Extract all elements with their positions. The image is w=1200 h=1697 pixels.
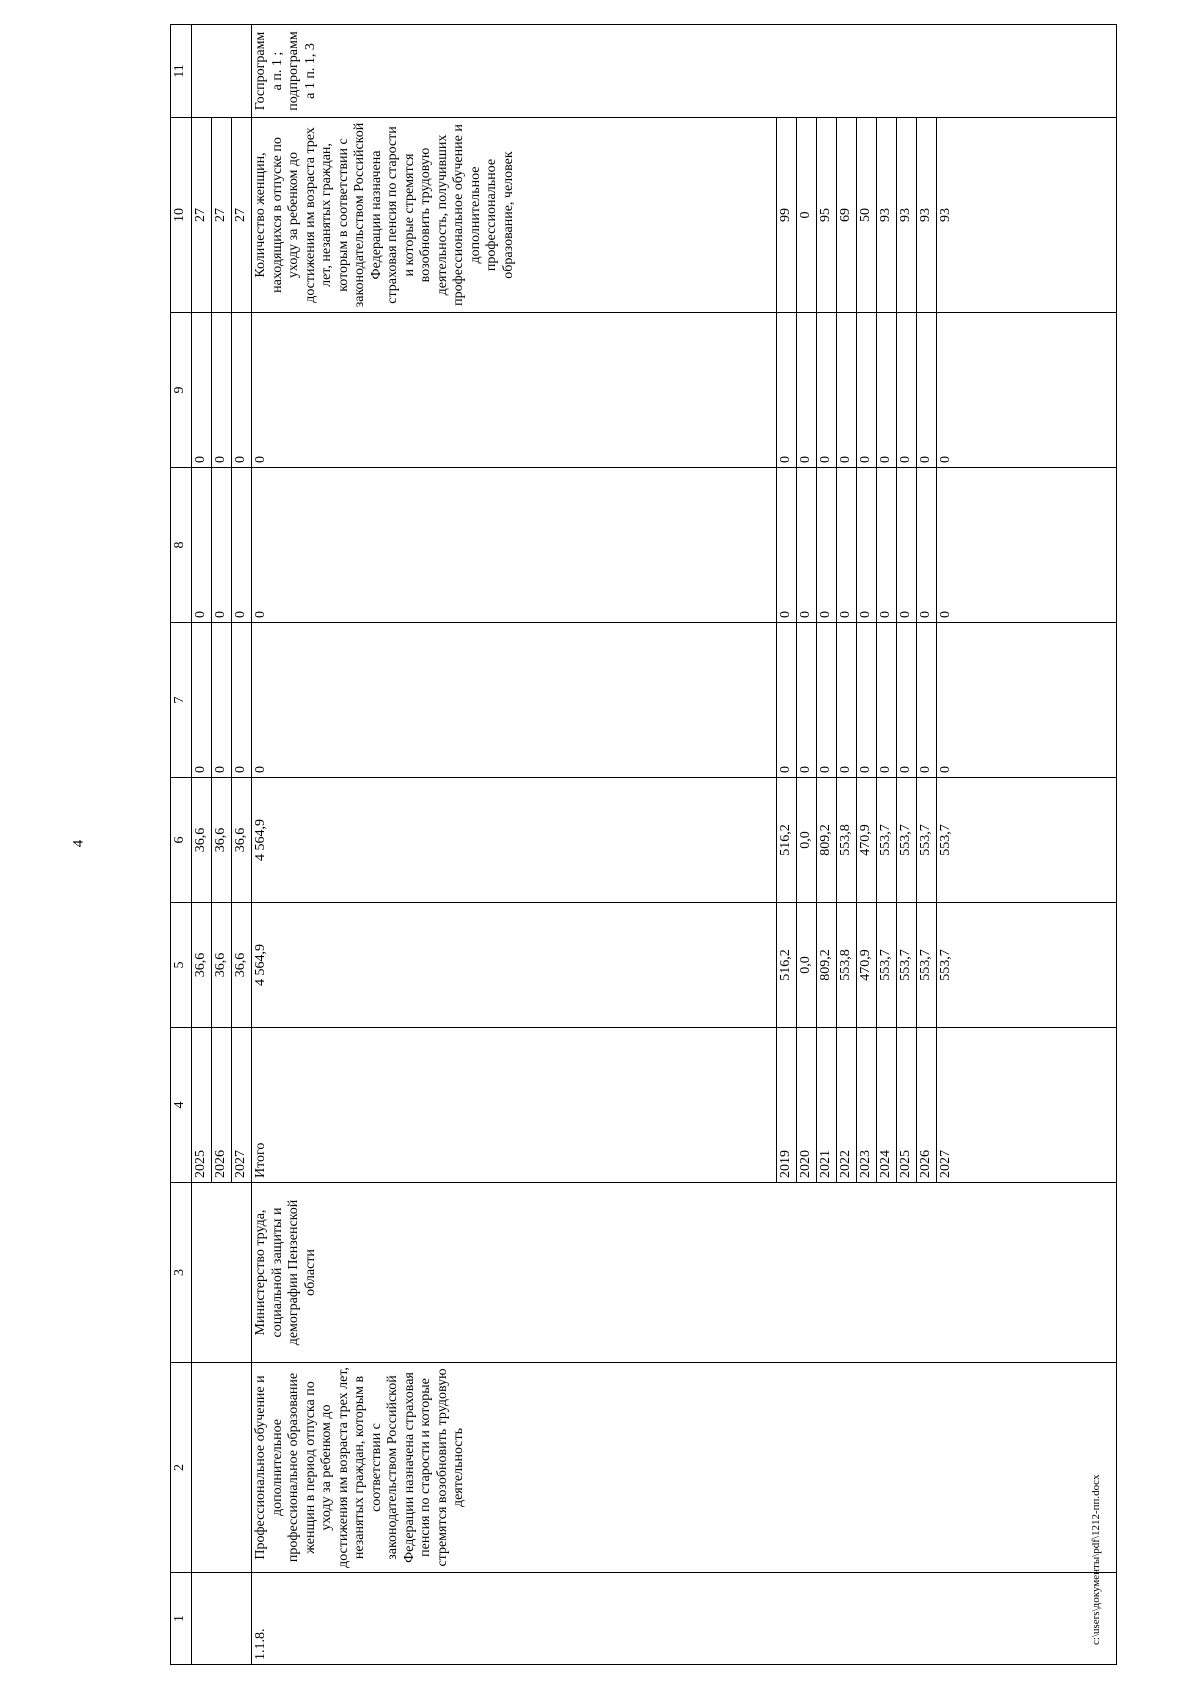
total-funding-cell: 553,7 bbox=[937, 903, 1117, 1028]
extra-budget-cell: 0 bbox=[937, 313, 1117, 468]
total-funding-cell: 553,7 bbox=[917, 903, 937, 1028]
column-number: 8 bbox=[171, 468, 192, 623]
regional-budget-cell: 4 564,9 bbox=[252, 778, 777, 903]
total-funding-cell: 470,9 bbox=[857, 903, 877, 1028]
extra-budget-cell: 0 bbox=[857, 313, 877, 468]
regional-budget-cell: 516,2 bbox=[777, 778, 797, 903]
local-budget-cell: 0 bbox=[797, 468, 817, 623]
regional-budget-cell: 36,6 bbox=[192, 778, 212, 903]
local-budget-cell: 0 bbox=[777, 468, 797, 623]
total-funding-cell: 36,6 bbox=[192, 903, 212, 1028]
total-funding-cell: 36,6 bbox=[212, 903, 232, 1028]
local-budget-cell: 0 bbox=[857, 468, 877, 623]
extra-budget-cell: 0 bbox=[232, 313, 252, 468]
extra-budget-cell: 0 bbox=[192, 313, 212, 468]
total-funding-cell: 553,7 bbox=[897, 903, 917, 1028]
indicator-value-cell: 93 bbox=[937, 118, 1117, 313]
total-funding-cell: 553,8 bbox=[837, 903, 857, 1028]
regional-budget-cell: 553,7 bbox=[877, 778, 897, 903]
page-number: 4 bbox=[70, 839, 87, 848]
federal-budget-cell: 0 bbox=[252, 623, 777, 778]
extra-budget-cell: 0 bbox=[797, 313, 817, 468]
total-label: Итого bbox=[252, 1028, 777, 1183]
extra-budget-cell: 0 bbox=[777, 313, 797, 468]
total-funding-cell: 36,6 bbox=[232, 903, 252, 1028]
federal-budget-cell: 0 bbox=[232, 623, 252, 778]
year-cell: 2024 bbox=[877, 1028, 897, 1183]
column-number: 5 bbox=[171, 903, 192, 1028]
column-number: 10 bbox=[171, 118, 192, 313]
column-number-row bbox=[171, 25, 192, 1665]
federal-budget-cell: 0 bbox=[877, 623, 897, 778]
local-budget-cell: 0 bbox=[937, 468, 1117, 623]
item-description: Профессиональное обучение и дополнительное профессиональное образование женщин в период отпуска по уходу за ребенком до достижения им возраста трех лет, незанятых граждан, которым в соответствии с законодательством Российской Федерации назначена страховая пенсия по старости и которые стремятся возобновить трудовую деятельность bbox=[252, 1363, 1117, 1573]
indicator-value-cell: 50 bbox=[857, 118, 877, 313]
extra-budget-cell: 0 bbox=[877, 313, 897, 468]
year-cell: 2026 bbox=[212, 1028, 232, 1183]
total-funding-cell: 0,0 bbox=[797, 903, 817, 1028]
local-budget-cell: 0 bbox=[877, 468, 897, 623]
item-number: 1.1.8. bbox=[252, 1573, 1117, 1665]
federal-budget-cell: 0 bbox=[897, 623, 917, 778]
column-number: 1 bbox=[171, 1573, 192, 1665]
local-budget-cell: 0 bbox=[817, 468, 837, 623]
year-cell: 2021 bbox=[817, 1028, 837, 1183]
federal-budget-cell: 0 bbox=[917, 623, 937, 778]
regional-budget-cell: 553,7 bbox=[897, 778, 917, 903]
regional-budget-cell: 553,7 bbox=[917, 778, 937, 903]
indicator-value-cell: 95 bbox=[817, 118, 837, 313]
extra-budget-cell: 0 bbox=[917, 313, 937, 468]
year-cell: 2025 bbox=[897, 1028, 917, 1183]
regional-budget-cell: 553,7 bbox=[937, 778, 1117, 903]
column-number: 11 bbox=[171, 25, 192, 118]
extra-budget-cell: 0 bbox=[837, 313, 857, 468]
indicator-value-cell: 93 bbox=[917, 118, 937, 313]
year-cell: 2027 bbox=[232, 1028, 252, 1183]
federal-budget-cell: 0 bbox=[837, 623, 857, 778]
federal-budget-cell: 0 bbox=[857, 623, 877, 778]
total-funding-cell: 809,2 bbox=[817, 903, 837, 1028]
regional-budget-cell: 809,2 bbox=[817, 778, 837, 903]
local-budget-cell: 0 bbox=[917, 468, 937, 623]
year-cell: 2023 bbox=[857, 1028, 877, 1183]
federal-budget-cell: 0 bbox=[212, 623, 232, 778]
year-cell: 2022 bbox=[837, 1028, 857, 1183]
federal-budget-cell: 0 bbox=[817, 623, 837, 778]
program-table bbox=[170, 24, 1117, 1665]
empty-cell bbox=[192, 1183, 252, 1363]
indicator-value-cell: 93 bbox=[877, 118, 897, 313]
local-budget-cell: 0 bbox=[252, 468, 777, 623]
indicator-value-cell: 27 bbox=[232, 118, 252, 313]
indicator-value-cell: 0 bbox=[797, 118, 817, 313]
local-budget-cell: 0 bbox=[192, 468, 212, 623]
year-cell: 2020 bbox=[797, 1028, 817, 1183]
column-number: 3 bbox=[171, 1183, 192, 1363]
item-total-row bbox=[252, 25, 777, 1665]
carry-row bbox=[192, 25, 212, 1665]
total-funding-cell: 4 564,9 bbox=[252, 903, 777, 1028]
indicator-value-cell: 27 bbox=[192, 118, 212, 313]
indicator-value-cell: 69 bbox=[837, 118, 857, 313]
federal-budget-cell: 0 bbox=[797, 623, 817, 778]
program-reference: Госпрограмма п. 1 ; подпрограмма 1 п. 1, 3 bbox=[252, 25, 1117, 118]
local-budget-cell: 0 bbox=[897, 468, 917, 623]
year-cell: 2027 bbox=[937, 1028, 1117, 1183]
regional-budget-cell: 36,6 bbox=[212, 778, 232, 903]
empty-cell bbox=[192, 1573, 252, 1665]
local-budget-cell: 0 bbox=[232, 468, 252, 623]
empty-cell bbox=[192, 25, 252, 118]
column-number: 6 bbox=[171, 778, 192, 903]
total-funding-cell: 553,7 bbox=[877, 903, 897, 1028]
column-number: 7 bbox=[171, 623, 192, 778]
extra-budget-cell: 0 bbox=[212, 313, 232, 468]
column-number: 9 bbox=[171, 313, 192, 468]
rotated-table-wrapper bbox=[170, 25, 1090, 1665]
federal-budget-cell: 0 bbox=[192, 623, 212, 778]
indicator-value-cell: 27 bbox=[212, 118, 232, 313]
regional-budget-cell: 470,9 bbox=[857, 778, 877, 903]
regional-budget-cell: 36,6 bbox=[232, 778, 252, 903]
indicator-value-cell: 93 bbox=[897, 118, 917, 313]
year-cell: 2019 bbox=[777, 1028, 797, 1183]
local-budget-cell: 0 bbox=[212, 468, 232, 623]
extra-budget-cell: 0 bbox=[897, 313, 917, 468]
federal-budget-cell: 0 bbox=[777, 623, 797, 778]
extra-budget-cell: 0 bbox=[252, 313, 777, 468]
year-cell: 2026 bbox=[917, 1028, 937, 1183]
item-executor: Министерство труда, социальной защиты и демографии Пензенской области bbox=[252, 1183, 1117, 1363]
federal-budget-cell: 0 bbox=[937, 623, 1117, 778]
file-path-footer: c:\users\документы\pdf\1212-пп.docx bbox=[1090, 1474, 1102, 1645]
indicator-description: Количество женщин, находящихся в отпуске по уходу за ребенком до достижения им возраста трех лет, незанятых граждан, которым в соответствии с законодательством Российской Федерации назначена страховая пенсия по старости и которые стремятся возобновить трудовую деятельность, получивших профессиональное обучение и дополнительное профессиональное образование, человек bbox=[252, 118, 777, 313]
column-number: 2 bbox=[171, 1363, 192, 1573]
column-number: 4 bbox=[171, 1028, 192, 1183]
local-budget-cell: 0 bbox=[837, 468, 857, 623]
empty-cell bbox=[192, 1363, 252, 1573]
regional-budget-cell: 553,8 bbox=[837, 778, 857, 903]
extra-budget-cell: 0 bbox=[817, 313, 837, 468]
year-cell: 2025 bbox=[192, 1028, 212, 1183]
indicator-value-cell: 99 bbox=[777, 118, 797, 313]
total-funding-cell: 516,2 bbox=[777, 903, 797, 1028]
regional-budget-cell: 0,0 bbox=[797, 778, 817, 903]
